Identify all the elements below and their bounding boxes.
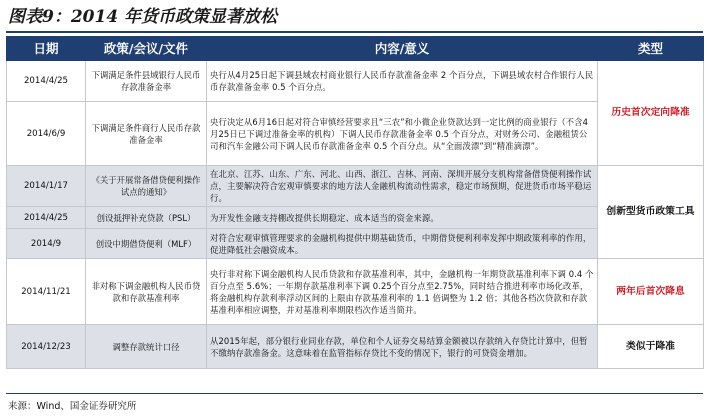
row-date: 2014/12/23: [7, 325, 86, 369]
row-date: 2014/11/21: [7, 259, 86, 325]
row-policy: 下调满足条件县域银行人民币存款准备金率: [86, 61, 207, 102]
row-date: 2014/4/25: [7, 207, 86, 229]
row-date: 2014/1/17: [7, 166, 86, 207]
policy-table: [6, 36, 704, 369]
source-note: 来源：Wind、国金证券研究所: [8, 401, 137, 412]
category-label: 两年后首次降息: [598, 259, 704, 325]
header-policy: 政策/会议/文件: [86, 37, 207, 61]
header-type: 类型: [598, 37, 704, 61]
row-date: 2014/9: [7, 229, 86, 259]
table-row: [7, 61, 704, 102]
row-content: 央行从4月25日起下调县域农村商业银行人民币存款准备金率 2 个百分点，下调县域农村合作银行人民币存款准备金率 0.5 个百分点。: [207, 61, 598, 102]
title-rule: [6, 31, 703, 33]
row-policy: 调整存款统计口径: [86, 325, 207, 369]
row-policy: 《关于开展常备借贷便利操作试点的通知》: [86, 166, 207, 207]
table-row: [7, 325, 704, 369]
source-rule: [6, 393, 703, 394]
table-row: [7, 166, 704, 207]
row-date: 2014/4/25: [7, 61, 86, 102]
category-label: 类似于降准: [598, 325, 704, 369]
header-date: 日期: [7, 37, 86, 61]
row-content: 从2015年起，部分银行业同业存款，单位和个人证券交易结算金额被以存款纳入存贷比计算中，但暂不缴纳存款准备金。这意味着在监管指标存贷比不变的情况下，银行的可贷资金增加。: [207, 325, 598, 369]
category-label: 历史首次定向降准: [598, 61, 704, 166]
row-policy: 下调满足条件商行人民币存款准备金率: [86, 102, 207, 166]
header-content: 内容/意义: [207, 37, 598, 61]
row-content: 在北京、江苏、山东、广东、河北、山西、浙江、吉林、河南、深圳开展分支机构常备借贷便利操作试点，主要解决符合宏观审慎要求的地方法人金融机构流动性需求，稳定市场预期，促进货币市场平稳运行。: [207, 166, 598, 207]
row-policy: 非对称下调金融机构人民币贷款和存款基准利率: [86, 259, 207, 325]
row-date: 2014/6/9: [7, 102, 86, 166]
figure-title: 图表9：2014 年货币政策显著放松: [8, 7, 278, 27]
header-row: [7, 37, 704, 61]
row-content: 对符合宏观审慎管理要求的金融机构提供中期基础货币，中期借贷便利利率发挥中期政策利率的作用，促进降低社会融资成本。: [207, 229, 598, 259]
table-row: [7, 259, 704, 325]
row-content: 央行非对称下调金融机构人民币贷款和存款基准利率，其中，金融机构一年期贷款基准利率下调 0.4 个百分点至 5.6%；一年期存款基准利率下调 0.25个百分点至2.75%，同时结合推进利率市场化改革，将金融机构存款利率浮动区间的上限由存款基准利率的 1.1 倍调整为 1.2 倍；其他各档次贷款和存款基准利率相应调整，并对基准利率期限档次作适当简并。: [207, 259, 598, 325]
row-content: 央行决定从6月16日起对符合审慎经营要求且“三农”和小微企业贷款达到一定比例的商业银行（不含4月25日已下调过准备金率的机构）下调人民币存款准备金率 0.5 个百分点，对财务公司、金融租赁公司和汽车金融公司下调人民币存款准备金率 0.5 个百分点。从“全面泼漂”到“精准滴漂”。: [207, 102, 598, 166]
category-label: 创新型货币政策工具: [598, 166, 704, 259]
row-policy: 创设中期借贷便利（MLF）: [86, 229, 207, 259]
row-policy: 创设抵押补充贷款（PSL）: [86, 207, 207, 229]
row-content: 为开发性金融支持棚改提供长期稳定、成本适当的资金来源。: [207, 207, 598, 229]
